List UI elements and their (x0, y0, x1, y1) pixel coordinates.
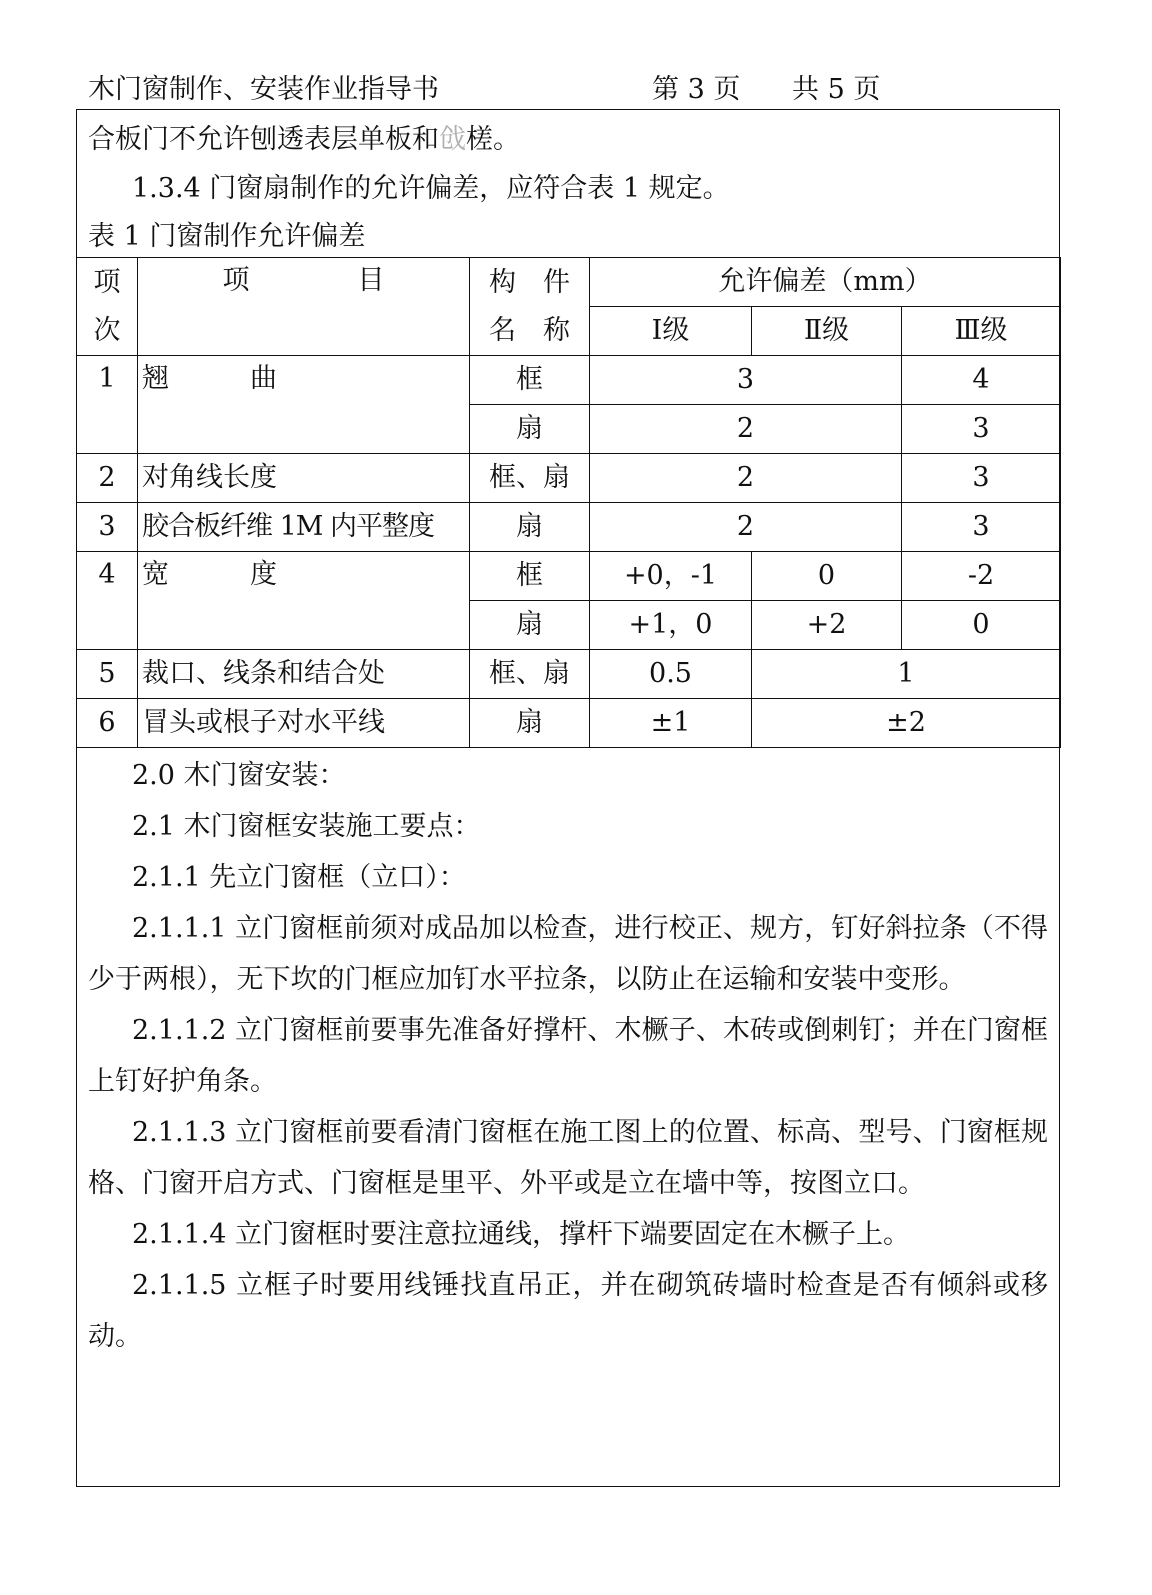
section-heading: 2.0 木门窗安装： (132, 760, 346, 791)
header-index: 项 次 (77, 258, 138, 356)
row-value: 4 (902, 356, 1061, 405)
row-number: 6 (77, 699, 138, 748)
row-part: 扇 (470, 699, 590, 748)
body-text (88, 750, 1048, 1362)
table-row (77, 650, 1061, 699)
table-caption: 表 1 门窗制作允许偏差 (88, 221, 366, 252)
faded-character: 戗 (439, 124, 466, 155)
row-item: 宽 度 (138, 552, 470, 650)
paragraph: 2.1.1.1 立门窗框前须对成品加以检查，进行校正、规方，钉好斜拉条（不得少于两根），无下坎的门框应加钉水平拉条，以防止在运输和安装中变形。 (88, 913, 1048, 995)
row-part: 框 (470, 552, 590, 601)
paragraph: 2.1.1.4 立门窗框时要注意拉通线，撑杆下端要固定在木橛子上。 (132, 1219, 911, 1250)
row-part: 框、扇 (470, 454, 590, 503)
paragraph: 2.1.1.3 立门窗框前要看清门窗框在施工图上的位置、标高、型号、门窗框规格、门窗开启方式、门窗框是里平、外平或是立在墙中等，按图立口。 (88, 1117, 1048, 1199)
header-grade-3: Ⅲ级 (902, 307, 1061, 356)
row-item: 胶合板纤维 1M 内平整度 (138, 503, 470, 552)
table-row (77, 552, 1061, 601)
header-part: 构 件 名 称 (470, 258, 590, 356)
row-number: 2 (77, 454, 138, 503)
section-heading: 2.1 木门窗框安装施工要点： (132, 811, 481, 842)
row-item: 翘 曲 (138, 356, 470, 454)
header-deviation: 允许偏差（mm） (590, 258, 1061, 307)
row-value: +1，0 (590, 601, 752, 650)
table-row (77, 454, 1061, 503)
page-number: 第 3 页 (652, 74, 741, 105)
row-value: 3 (902, 405, 1061, 454)
section-heading: 2.1.1 先立门窗框（立口）： (132, 862, 466, 893)
row-item: 裁口、线条和结合处 (138, 650, 470, 699)
intro-line-1 (88, 116, 520, 164)
intro-text-b: 槎。 (466, 124, 520, 155)
row-value: 2 (590, 454, 902, 503)
row-value: 3 (902, 454, 1061, 503)
row-value: 3 (902, 503, 1061, 552)
row-value: 2 (590, 503, 902, 552)
row-value: 0 (902, 601, 1061, 650)
table-row (77, 503, 1061, 552)
row-value: 2 (590, 405, 902, 454)
row-value: 3 (590, 356, 902, 405)
row-value: 0 (752, 552, 902, 601)
header-item: 项 目 (138, 258, 470, 356)
row-part: 框、扇 (470, 650, 590, 699)
row-part: 扇 (470, 503, 590, 552)
row-part: 扇 (470, 601, 590, 650)
row-number: 5 (77, 650, 138, 699)
paragraph: 2.1.1.2 立门窗框前要事先准备好撑杆、木橛子、木砖或倒刺钉；并在门窗框上钉好护角条。 (88, 1015, 1048, 1097)
row-value: ±1 (590, 699, 752, 748)
row-part: 扇 (470, 405, 590, 454)
row-part: 框 (470, 356, 590, 405)
row-value: 1 (752, 650, 1061, 699)
table-row (77, 356, 1061, 405)
table-row (77, 699, 1061, 748)
row-number: 1 (77, 356, 138, 454)
intro-text-a: 合板门不允许刨透表层单板和 (88, 124, 439, 155)
row-value: +0，-1 (590, 552, 752, 601)
deviation-table (76, 257, 1061, 748)
header-grade-1: Ⅰ级 (590, 307, 752, 356)
row-number: 4 (77, 552, 138, 650)
intro-line-2: 1.3.4 门窗扇制作的允许偏差，应符合表 1 规定。 (132, 173, 730, 204)
row-value: 0.5 (590, 650, 752, 699)
row-value: +2 (752, 601, 902, 650)
page-total: 共 5 页 (792, 74, 881, 105)
row-number: 3 (77, 503, 138, 552)
document-title: 木门窗制作、安装作业指导书 (88, 74, 439, 105)
paragraph: 2.1.1.5 立框子时要用线锤找直吊正，并在砌筑砖墙时检查是否有倾斜或移动。 (88, 1270, 1048, 1352)
row-item: 冒头或根子对水平线 (138, 699, 470, 748)
row-value: -2 (902, 552, 1061, 601)
header-grade-2: Ⅱ级 (752, 307, 902, 356)
row-item: 对角线长度 (138, 454, 470, 503)
row-value: ±2 (752, 699, 1061, 748)
